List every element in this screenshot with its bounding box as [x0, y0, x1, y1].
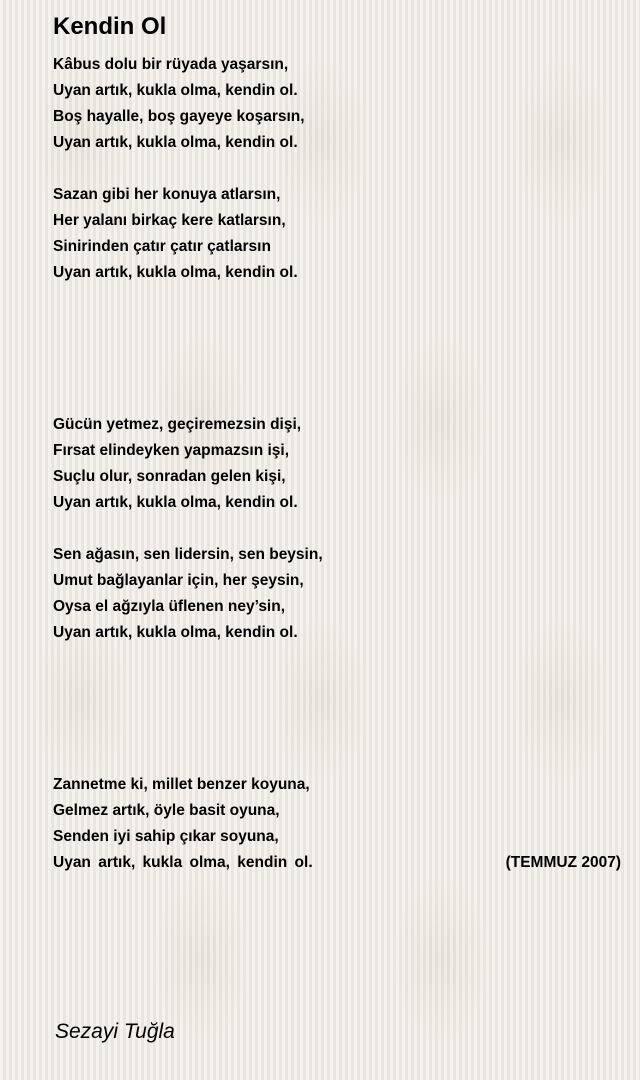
poem-line: Boş hayalle, boş gayeye koşarsın, — [53, 108, 305, 125]
stanza-4 — [53, 542, 623, 646]
poem-line: Uyan artık, kukla olma, kendin ol. — [53, 494, 298, 511]
section-spacer — [53, 286, 623, 412]
poem-line: Kâbus dolu bir rüyada yaşarsın, — [53, 56, 289, 73]
stanza-5 — [53, 772, 623, 876]
stanza-spacer — [53, 516, 623, 542]
section-spacer — [53, 646, 623, 772]
poem-line: Fırsat elindeyken yapmazsın işi, — [53, 442, 290, 459]
poem-line: Oysa el ağzıyla üflenen ney’sin, — [53, 598, 286, 615]
stanza-3 — [53, 412, 623, 516]
poem-line: Her yalanı birkaç kere katlarsın, — [53, 212, 286, 229]
poem-line: Gelmez artık, öyle basit oyuna, — [53, 802, 280, 819]
poem-line: Gücün yetmez, geçiremezsin dişi, — [53, 416, 302, 433]
poem-final-line — [53, 850, 621, 876]
poem-line: Uyan artık, kukla olma, kendin ol. — [53, 134, 298, 151]
poem-line: Uyan artık, kukla olma, kendin ol. — [53, 854, 313, 871]
poem-line: Uyan artık, kukla olma, kendin ol. — [53, 264, 298, 281]
poem-title: Kendin Ol — [53, 13, 167, 40]
poem-date: (TEMMUZ 2007) — [505, 854, 621, 871]
poem-line: Uyan artık, kukla olma, kendin ol. — [53, 82, 298, 99]
poem-line: Senden iyi sahip çıkar soyuna, — [53, 828, 279, 845]
stanza-2 — [53, 182, 623, 286]
poem-line: Sazan gibi her konuya atlarsın, — [53, 186, 281, 203]
poem-body — [53, 52, 623, 876]
poem-line: Sinirinden çatır çatır çatlarsın — [53, 238, 271, 255]
poem-line: Umut bağlayanlar için, her şeysin, — [53, 572, 304, 589]
poem-line: Sen ağasın, sen lidersin, sen beysin, — [53, 546, 323, 563]
poem-author: Sezayi Tuğla — [55, 1020, 175, 1043]
poem-line: Zannetme ki, millet benzer koyuna, — [53, 776, 310, 793]
poem-line: Suçlu olur, sonradan gelen kişi, — [53, 468, 286, 485]
stanza-1 — [53, 52, 623, 156]
poem-line: Uyan artık, kukla olma, kendin ol. — [53, 624, 298, 641]
stanza-spacer — [53, 156, 623, 182]
